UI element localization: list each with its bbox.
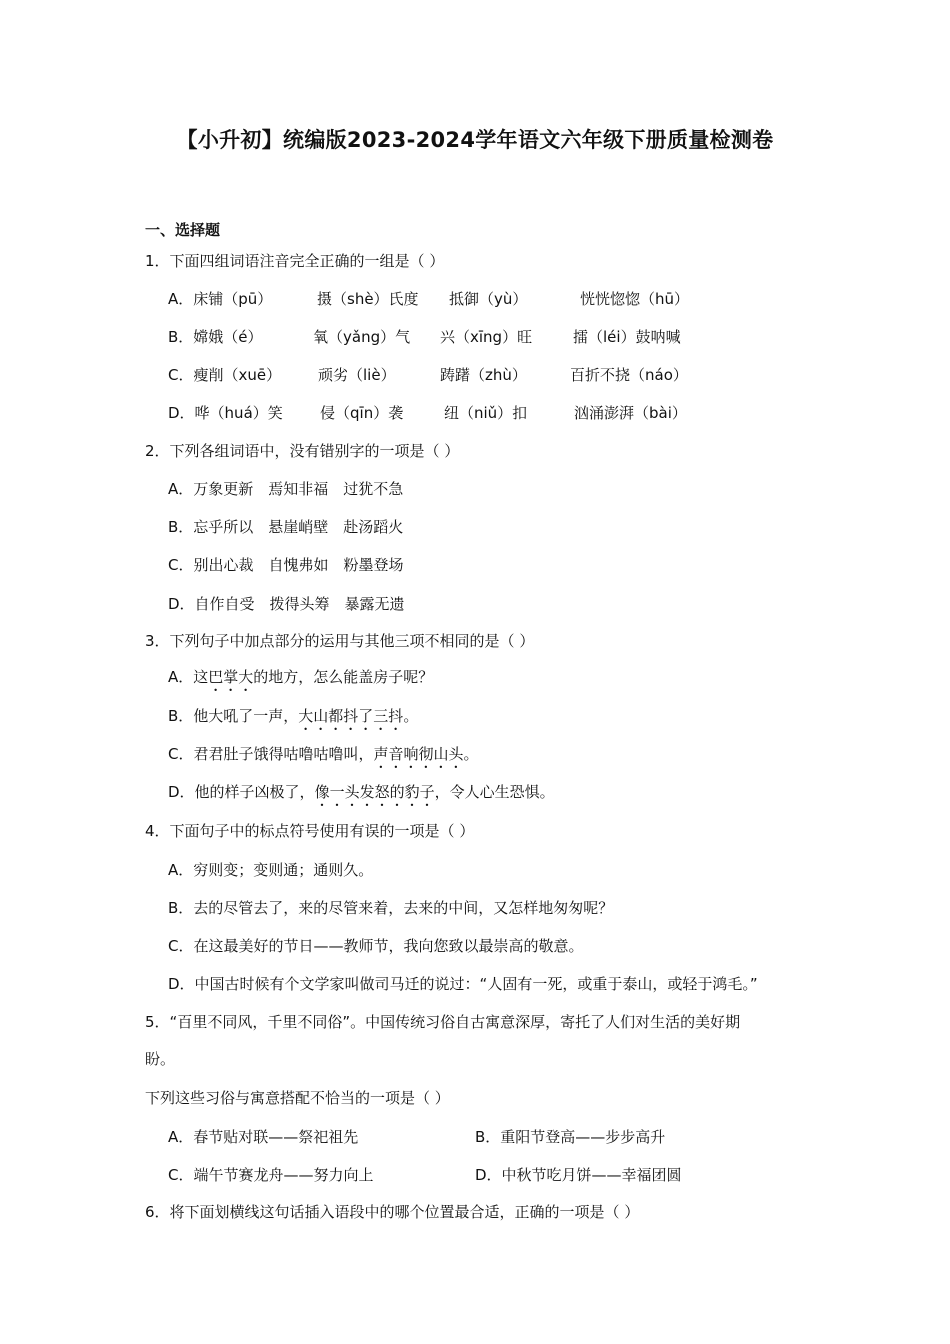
- q1-d-4: 汹涌澎湃（bài）: [574, 404, 687, 422]
- q3-d-post: ，令人心生恐惧。: [434, 783, 555, 801]
- question-2-option-a: A．万象更新 焉知非福 过犹不急: [168, 480, 404, 498]
- question-4-option-b: B．去的尽管去了，来的尽管来着，去来的中间，又怎样地匆匆呢？: [168, 899, 614, 917]
- q3-c-dotted: 声音响彻山头: [373, 745, 464, 763]
- q1-c-3: 踌躇（zhù）: [440, 366, 527, 384]
- question-2-stem: 2．下列各组词语中，没有错别字的一项是（ ）: [145, 442, 460, 460]
- question-4-option-d: D．中国古时候有个文学家叫做司马迁的说过：“人固有一死，或重于泰山，或轻于鸿毛。”: [168, 975, 758, 993]
- q1-c-2: 顽劣（liè）: [318, 366, 396, 384]
- q3-b-dotted: 大山都抖了三抖: [298, 707, 404, 725]
- question-5-option-d: D．中秋节吃月饼——幸福团圆: [475, 1166, 682, 1184]
- question-6-stem: 6．将下面划横线这句话插入语段中的哪个位置最合适，正确的一项是（ ）: [145, 1203, 640, 1221]
- q1-b-4: 擂（léi）鼓呐喊: [573, 328, 681, 346]
- question-2-option-b: B．忘乎所以 悬崖峭壁 赴汤蹈火: [168, 518, 404, 536]
- question-4-option-a: A．穷则变；变则通；通则久。: [168, 861, 374, 879]
- q3-c-post: 。: [463, 745, 479, 763]
- document-title: 【小升初】统编版2023-2024学年语文六年级下册质量检测卷: [176, 128, 774, 152]
- q1-a-4: 恍恍惚惚（hū）: [580, 290, 690, 308]
- q1-c-1: C．瘦削（xuē）: [168, 366, 282, 384]
- question-3-option-a: [168, 667, 433, 695]
- question-2-option-d: D．自作自受 拨得头筹 暴露无遗: [168, 595, 405, 613]
- question-5-stem-line-2: 盼。: [145, 1050, 176, 1068]
- question-5-option-a: A．春节贴对联——祭祀祖先: [168, 1128, 359, 1146]
- question-5-prompt: 下列这些习俗与寓意搭配不恰当的一项是（ ）: [145, 1089, 450, 1107]
- q1-b-3: 兴（xīng）旺: [440, 328, 533, 346]
- question-3-option-b: [168, 706, 418, 734]
- question-3-option-c: [168, 744, 479, 772]
- question-4-stem: 4．下面句子中的标点符号使用有误的一项是（ ）: [145, 822, 475, 840]
- question-2-option-c: C．别出心裁 自愧弗如 粉墨登场: [168, 556, 404, 574]
- question-5-option-b: B．重阳节登高——步步高升: [475, 1128, 666, 1146]
- q3-b-pre: B．他大吼了一声，: [168, 707, 299, 725]
- q1-a-1: A．床铺（pū）: [168, 290, 273, 308]
- question-4-option-c: C．在这最美好的节日——教师节，我向您致以最崇高的敬意。: [168, 937, 584, 955]
- question-3-stem: 3．下列句子中加点部分的运用与其他三项不相同的是（ ）: [145, 632, 535, 650]
- q3-d-dotted: 像一头发怒的豹子: [314, 783, 435, 801]
- question-3-option-d: [168, 782, 555, 810]
- q3-a-pre: A．这: [168, 668, 209, 686]
- q1-a-2: 摄（shè）氏度: [317, 290, 419, 308]
- q3-a-dotted: 巴掌大: [208, 668, 254, 686]
- q1-a-3: 抵御（yù）: [449, 290, 528, 308]
- q3-a-post: 的地方，怎么能盖房子呢？: [253, 668, 434, 686]
- q3-b-post: 。: [403, 707, 419, 725]
- q1-c-4: 百折不挠（náo）: [570, 366, 688, 384]
- q1-d-2: 侵（qīn）袭: [320, 404, 404, 422]
- section-heading: 一、选择题: [145, 221, 221, 239]
- question-5-option-c: C．端午节赛龙舟——努力向上: [168, 1166, 374, 1184]
- question-1-stem: 1．下面四组词语注音完全正确的一组是（ ）: [145, 252, 445, 270]
- q3-c-pre: C．君君肚子饿得咕噜咕噜叫，: [168, 745, 374, 763]
- q3-d-pre: D．他的样子凶极了，: [168, 783, 315, 801]
- q1-b-1: B．嫦娥（é）: [168, 328, 263, 346]
- q1-b-2: 氧（yǎng）气: [313, 328, 411, 346]
- q1-d-1: D．哗（huá）笑: [168, 404, 283, 422]
- q1-d-3: 纽（niǔ）扣: [444, 404, 528, 422]
- question-5-stem-line-1: 5．“百里不同风，千里不同俗”。中国传统习俗自古寓意深厚，寄托了人们对生活的美好期: [145, 1013, 741, 1031]
